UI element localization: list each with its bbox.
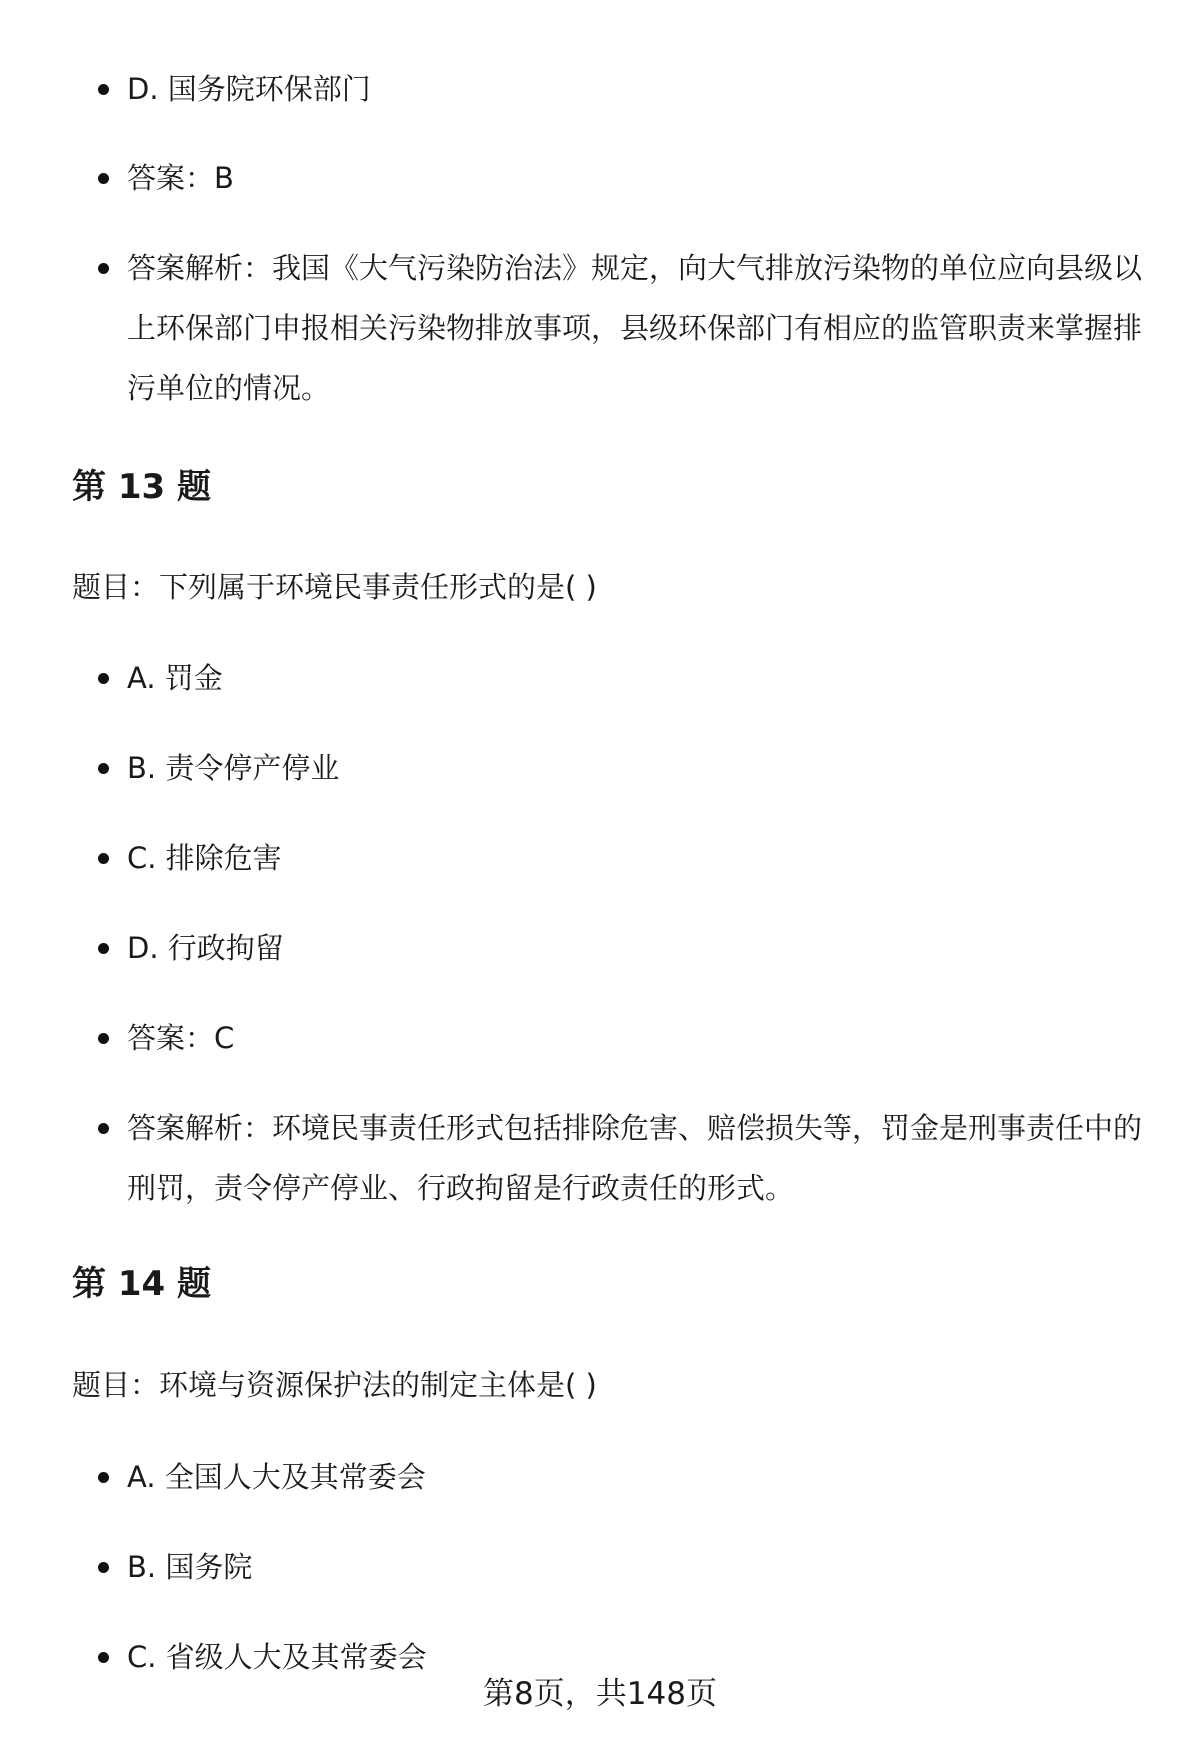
bullet-dot [98, 1472, 109, 1483]
bullet-dot [98, 673, 109, 684]
question-heading: 第 13 题 [72, 467, 211, 507]
question-text: 题目：下列属于环境民事责任形式的是( ) [72, 570, 597, 604]
option-item: C. 省级人大及其常委会 [127, 1640, 427, 1674]
option-item: B. 责令停产停业 [127, 751, 340, 785]
page-indicator: 第8页，共148页 [483, 1676, 717, 1712]
question-heading: 第 14 题 [72, 1264, 211, 1304]
bullet-dot [98, 1652, 109, 1663]
answer-item: 答案：B [127, 161, 234, 195]
option-item: A. 罚金 [127, 661, 223, 695]
bullet-dot [98, 84, 109, 95]
bullet-dot [98, 1033, 109, 1044]
bullet-dot [98, 943, 109, 954]
bullet-dot [98, 1562, 109, 1573]
bullet-dot [98, 173, 109, 184]
explanation-item: 答案解析：我国《大气污染防治法》规定，向大气排放污染物的单位应向县级以上环保部门申报相关污染物排放事项，县级环保部门有相应的监管职责来掌握排污单位的情况。 [127, 251, 1143, 405]
question-text: 题目：环境与资源保护法的制定主体是( ) [72, 1368, 597, 1402]
explanation-item: 答案解析：环境民事责任形式包括排除危害、赔偿损失等，罚金是刑事责任中的刑罚，责令停产停业、行政拘留是行政责任的形式。 [127, 1111, 1143, 1205]
bullet-dot [98, 763, 109, 774]
option-item: D. 国务院环保部门 [127, 72, 371, 106]
bullet-dot [98, 263, 109, 274]
bullet-dot [98, 853, 109, 864]
option-item: B. 国务院 [127, 1550, 253, 1584]
bullet-dot [98, 1123, 109, 1134]
answer-item: 答案：C [127, 1021, 235, 1055]
option-item: C. 排除危害 [127, 841, 282, 875]
option-item: D. 行政拘留 [127, 931, 284, 965]
option-item: A. 全国人大及其常委会 [127, 1460, 426, 1494]
